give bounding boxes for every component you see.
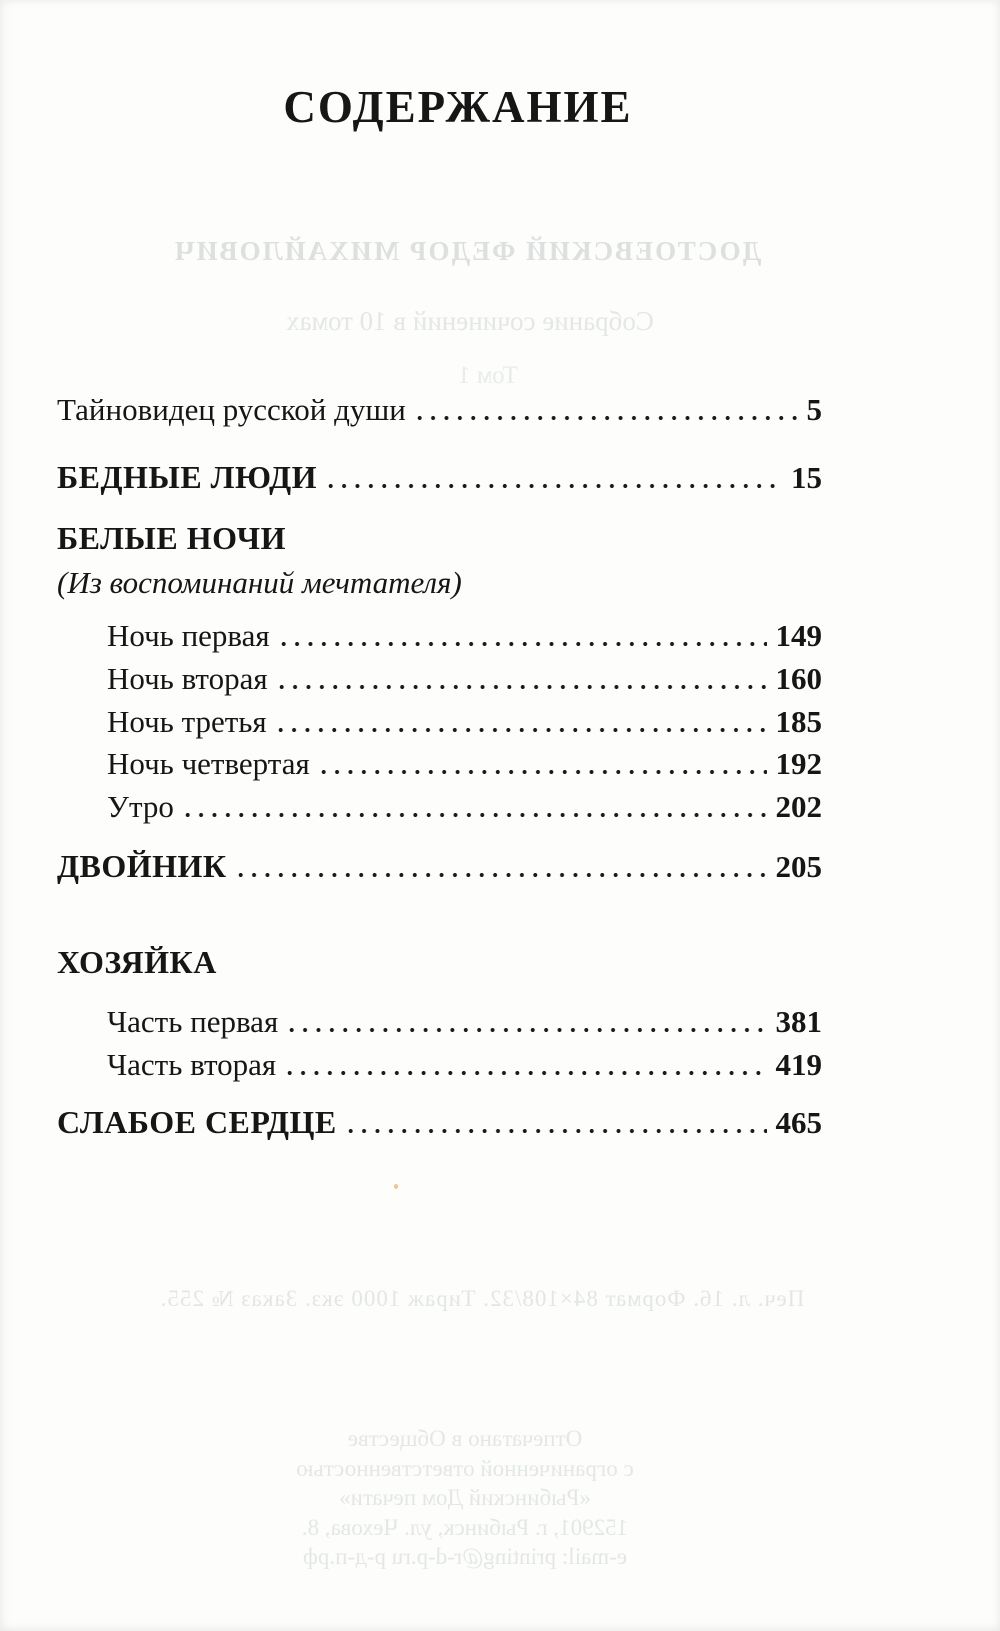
toc-leader-dots: [283, 1070, 766, 1076]
toc-entry: [57, 393, 822, 427]
toc-entry: [57, 619, 822, 653]
toc-entry-label: СЛАБОЕ СЕРДЦЕ: [57, 1104, 337, 1140]
toc-entry: [57, 1005, 822, 1039]
scan-speck: [394, 1184, 398, 1189]
toc-leader-dots: [181, 812, 767, 818]
showthrough-printer-line: 152901, г. Рыбинск, ул. Чехова, 8.: [301, 1514, 629, 1540]
toc-entry-label: Часть вторая: [107, 1047, 277, 1082]
toc-entry: [57, 790, 822, 824]
toc-entry-label: (Из воспоминаний мечтателя): [57, 565, 462, 600]
toc-entry-label: Ночь четвертая: [107, 746, 310, 781]
toc-entry: [57, 705, 822, 739]
showthrough-top-line: Собрание сочинений в 10 томах: [286, 306, 654, 336]
toc-leader-dots: [413, 415, 798, 421]
toc-entry-label: БЕЛЫЕ НОЧИ: [57, 520, 287, 556]
toc-entry: [57, 1048, 822, 1082]
toc-page-number: 419: [775, 1047, 822, 1082]
toc-leader-dots: [285, 1027, 766, 1033]
toc-page-number: 160: [775, 661, 822, 696]
toc-page-number: 205: [775, 849, 822, 884]
showthrough-printer-line: с ограниченной ответственностью: [296, 1455, 634, 1481]
showthrough-imprint-line: Печ. л. 16. Формат 84×108/32. Тираж 1000 экз. Заказ № 255.: [159, 1286, 805, 1311]
showthrough-printer-line: «Рыбинский Дом печати»: [339, 1485, 591, 1510]
showthrough-printer-block: [0, 1424, 965, 1572]
showthrough-printer-line: e-mail: printing@r-d-p.ru р-д-п.рф: [302, 1544, 628, 1569]
toc-entry-label: Ночь первая: [107, 618, 270, 653]
toc-entry: [57, 849, 822, 884]
toc-page-number: 149: [775, 618, 822, 653]
toc-leader-dots: [324, 483, 782, 489]
showthrough-top-line: Том 1: [458, 362, 518, 389]
toc-entry-label: Ночь вторая: [107, 661, 268, 696]
toc-entry-label: БЕДНЫЕ ЛЮДИ: [57, 459, 318, 495]
toc-entry: [57, 521, 822, 555]
toc-entry: [57, 1105, 822, 1140]
toc-page-number: 185: [775, 704, 822, 739]
toc-page-number: 5: [806, 392, 822, 427]
toc-page-number: 202: [775, 789, 822, 824]
toc-entry-label: Часть первая: [107, 1004, 279, 1039]
toc-page-number: 192: [775, 746, 822, 781]
toc-entry: [57, 945, 822, 979]
toc-entry: [57, 460, 822, 495]
toc-entry-label: Утро: [107, 789, 174, 824]
toc-leader-dots: [277, 641, 767, 647]
toc-page-number: 381: [775, 1004, 822, 1039]
toc-page-number: 465: [775, 1105, 822, 1140]
showthrough-top-line: ДОСТОЕВСКИЙ ФЕДОР МИХАЙЛОВИЧ: [172, 236, 762, 266]
toc-leader-dots: [275, 684, 767, 690]
toc-entry-label: Ночь третья: [107, 704, 267, 739]
toc-entry-label: ХОЗЯЙКА: [57, 944, 217, 980]
showthrough-printer-line: Отпечатано в Обществе: [347, 1426, 583, 1451]
toc-leader-dots: [234, 872, 767, 878]
toc-list: [57, 393, 822, 1140]
toc-page-number: 15: [791, 460, 822, 495]
toc-entry: [57, 662, 822, 696]
toc-leader-dots: [344, 1128, 767, 1134]
toc-entry: [57, 747, 822, 781]
toc-entry-label: Тайновидец русской души: [57, 392, 406, 427]
toc-leader-dots: [274, 727, 767, 733]
toc-entry-label: ДВОЙНИК: [57, 848, 227, 884]
page-title: СОДЕРЖАНИЕ: [283, 82, 633, 132]
toc-entry: [57, 566, 822, 600]
toc-leader-dots: [317, 769, 767, 775]
